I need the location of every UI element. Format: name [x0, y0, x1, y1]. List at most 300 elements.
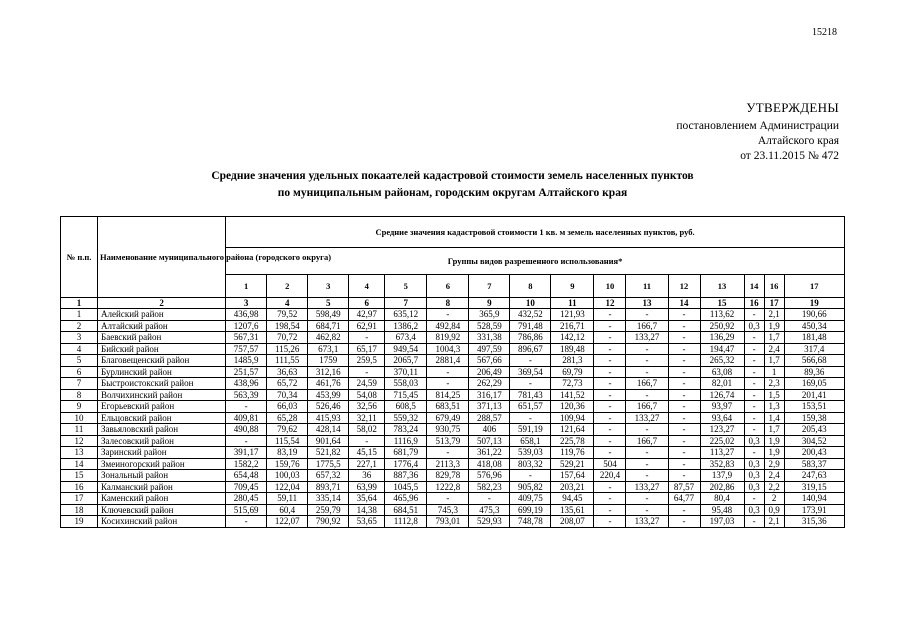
value-cell: - [427, 378, 469, 390]
value-cell: - [668, 470, 700, 482]
value-cell: 205,43 [784, 424, 844, 436]
value-cell: 370,11 [385, 366, 427, 378]
header-row-number: № п.п. [61, 217, 98, 298]
value-cell: 748,78 [510, 516, 551, 528]
value-cell: 115,26 [267, 343, 308, 355]
value-cell: - [594, 493, 626, 505]
value-cell: - [626, 458, 668, 470]
value-cell: - [594, 401, 626, 413]
row-number: 6 [61, 366, 98, 378]
column-number: 15 [700, 298, 744, 309]
value-cell: 109,94 [551, 412, 594, 424]
value-cell: 567,66 [469, 355, 510, 367]
value-cell: 563,39 [226, 389, 267, 401]
column-number: 19 [784, 298, 844, 309]
district-name: Егорьевский район [98, 401, 226, 413]
value-cell: 529,21 [551, 458, 594, 470]
value-cell: - [427, 309, 469, 321]
value-cell: 250,92 [700, 320, 744, 332]
row-number: 19 [61, 516, 98, 528]
group-code: 17 [784, 275, 844, 298]
value-cell: - [626, 504, 668, 516]
value-cell: 566,68 [784, 355, 844, 367]
value-cell: 142,12 [551, 332, 594, 344]
column-number: 14 [668, 298, 700, 309]
value-cell: 335,14 [308, 493, 349, 505]
value-cell: 136,29 [700, 332, 744, 344]
value-cell: 60,4 [267, 504, 308, 516]
value-cell: 814,25 [427, 389, 469, 401]
row-number: 3 [61, 332, 98, 344]
value-cell: 2,3 [764, 378, 784, 390]
row-number: 4 [61, 343, 98, 355]
value-cell: 905,82 [510, 481, 551, 493]
value-cell: 591,19 [510, 424, 551, 436]
value-cell: 80,4 [700, 493, 744, 505]
value-cell: 65,72 [267, 378, 308, 390]
value-cell: 119,76 [551, 447, 594, 459]
value-cell: 896,67 [510, 343, 551, 355]
value-cell: 819,92 [427, 332, 469, 344]
table-row [61, 401, 845, 413]
group-code: 13 [700, 275, 744, 298]
value-cell: 190,66 [784, 309, 844, 321]
district-name: Заринский район [98, 447, 226, 459]
value-cell: - [626, 470, 668, 482]
table-row [61, 424, 845, 436]
district-name: Алтайский район [98, 320, 226, 332]
value-cell: 126,74 [700, 389, 744, 401]
value-cell: 141,52 [551, 389, 594, 401]
district-name: Волчихинский район [98, 389, 226, 401]
value-cell: 197,03 [700, 516, 744, 528]
value-cell: - [668, 309, 700, 321]
value-cell: 583,37 [784, 458, 844, 470]
row-number: 10 [61, 412, 98, 424]
value-cell: - [668, 458, 700, 470]
value-cell: 220,4 [594, 470, 626, 482]
value-cell: 225,02 [700, 435, 744, 447]
value-cell: 201,41 [784, 389, 844, 401]
column-number: 12 [594, 298, 626, 309]
value-cell: 208,07 [551, 516, 594, 528]
district-name: Благовещенский район [98, 355, 226, 367]
value-cell: 2 [764, 493, 784, 505]
value-cell: 54,08 [349, 389, 385, 401]
value-cell: - [744, 378, 764, 390]
approval-line: Алтайского края [757, 135, 839, 147]
row-number: 8 [61, 389, 98, 401]
value-cell: 658,1 [510, 435, 551, 447]
value-cell: 121,93 [551, 309, 594, 321]
value-cell: 893,71 [308, 481, 349, 493]
column-number: 5 [308, 298, 349, 309]
value-cell: 608,5 [385, 401, 427, 413]
value-cell: - [744, 366, 764, 378]
value-cell: - [226, 435, 267, 447]
value-cell: 1,7 [764, 424, 784, 436]
value-cell: - [594, 366, 626, 378]
value-cell: - [349, 366, 385, 378]
approval-line: постановлением Администрации [676, 120, 839, 132]
value-cell: 166,7 [626, 320, 668, 332]
district-name: Быстроистокский район [98, 378, 226, 390]
row-number: 9 [61, 401, 98, 413]
table-row [61, 412, 845, 424]
value-cell: 673,4 [385, 332, 427, 344]
value-cell: - [594, 435, 626, 447]
value-cell: - [594, 343, 626, 355]
value-cell: 111,55 [267, 355, 308, 367]
value-cell: 280,45 [226, 493, 267, 505]
value-cell: 699,19 [510, 504, 551, 516]
value-cell: 432,52 [510, 309, 551, 321]
value-cell: 757,57 [226, 343, 267, 355]
table-row [61, 493, 845, 505]
value-cell: 2881,4 [427, 355, 469, 367]
value-cell: - [594, 355, 626, 367]
value-cell: 315,36 [784, 516, 844, 528]
row-number: 5 [61, 355, 98, 367]
value-cell: 352,83 [700, 458, 744, 470]
value-cell: 654,48 [226, 470, 267, 482]
value-cell: 122,07 [267, 516, 308, 528]
value-cell: 0,3 [744, 320, 764, 332]
value-cell: - [226, 516, 267, 528]
district-name: Калманский район [98, 481, 226, 493]
value-cell: 567,31 [226, 332, 267, 344]
value-cell: 259,5 [349, 355, 385, 367]
value-cell: 901,64 [308, 435, 349, 447]
group-code: 12 [668, 275, 700, 298]
value-cell: 2,2 [764, 481, 784, 493]
value-cell: 2,4 [764, 343, 784, 355]
value-cell: - [594, 516, 626, 528]
value-cell: 803,32 [510, 458, 551, 470]
value-cell: 251,57 [226, 366, 267, 378]
value-cell: 465,96 [385, 493, 427, 505]
value-cell: 247,63 [784, 470, 844, 482]
value-cell: 651,57 [510, 401, 551, 413]
district-name: Баевский район [98, 332, 226, 344]
value-cell: 791,48 [510, 320, 551, 332]
value-cell: 203,21 [551, 481, 594, 493]
value-cell: 123,27 [700, 424, 744, 436]
value-cell: 1 [764, 366, 784, 378]
value-cell: 1,7 [764, 355, 784, 367]
table-row [61, 481, 845, 493]
value-cell: - [668, 424, 700, 436]
column-number: 6 [349, 298, 385, 309]
value-cell: 312,16 [308, 366, 349, 378]
value-cell: 14,38 [349, 504, 385, 516]
value-cell: - [626, 355, 668, 367]
value-cell: 202,86 [700, 481, 744, 493]
group-code: 11 [626, 275, 668, 298]
value-cell: - [668, 435, 700, 447]
value-cell: 436,98 [226, 309, 267, 321]
row-number: 13 [61, 447, 98, 459]
value-cell: 461,76 [308, 378, 349, 390]
value-cell: 1,5 [764, 389, 784, 401]
value-cell: - [594, 481, 626, 493]
table-row [61, 309, 845, 321]
value-cell: 93,64 [700, 412, 744, 424]
value-cell: 793,01 [427, 516, 469, 528]
value-cell: 198,54 [267, 320, 308, 332]
value-cell: 133,27 [626, 332, 668, 344]
value-cell: 657,32 [308, 470, 349, 482]
value-cell: 453,99 [308, 389, 349, 401]
document-title [0, 168, 905, 202]
value-cell: - [626, 447, 668, 459]
value-cell: 66,03 [267, 401, 308, 413]
district-name: Ключевский район [98, 504, 226, 516]
value-cell: 709,45 [226, 481, 267, 493]
table-row [61, 320, 845, 332]
value-cell: 1386,2 [385, 320, 427, 332]
value-cell: 521,82 [308, 447, 349, 459]
value-cell: 331,38 [469, 332, 510, 344]
column-number: 7 [385, 298, 427, 309]
value-cell: - [594, 447, 626, 459]
district-name: Косихинский район [98, 516, 226, 528]
value-cell: 576,96 [469, 470, 510, 482]
column-numbers-row [61, 298, 845, 309]
value-cell: - [510, 412, 551, 424]
value-cell: 166,7 [626, 435, 668, 447]
value-cell: - [469, 493, 510, 505]
value-cell: - [510, 355, 551, 367]
value-cell: 181,48 [784, 332, 844, 344]
group-code: 3 [308, 275, 349, 298]
value-cell: 949,54 [385, 343, 427, 355]
value-cell: - [427, 493, 469, 505]
header-average-values: Средние значения кадастровой стоимости 1 кв. м земель населенных пунктов, руб. [226, 217, 845, 248]
value-cell: 113,62 [700, 309, 744, 321]
value-cell: 504 [594, 458, 626, 470]
value-cell: 113,27 [700, 447, 744, 459]
value-cell: 1,9 [764, 447, 784, 459]
value-cell: 87,57 [668, 481, 700, 493]
value-cell: 42,97 [349, 309, 385, 321]
value-cell: 2,1 [764, 309, 784, 321]
value-cell: - [594, 412, 626, 424]
value-cell: 684,71 [308, 320, 349, 332]
value-cell: 635,12 [385, 309, 427, 321]
value-cell: 79,62 [267, 424, 308, 436]
table-row [61, 470, 845, 482]
value-cell: 428,14 [308, 424, 349, 436]
value-cell: - [744, 343, 764, 355]
row-number: 15 [61, 470, 98, 482]
value-cell: - [349, 332, 385, 344]
value-cell: 133,27 [626, 481, 668, 493]
value-cell: - [594, 389, 626, 401]
row-number: 14 [61, 458, 98, 470]
value-cell: 58,02 [349, 424, 385, 436]
value-cell: 1582,2 [226, 458, 267, 470]
column-number: 9 [469, 298, 510, 309]
table-row [61, 355, 845, 367]
value-cell: 1759 [308, 355, 349, 367]
value-cell: 120,36 [551, 401, 594, 413]
value-cell: 115,54 [267, 435, 308, 447]
value-cell: - [744, 424, 764, 436]
row-number: 18 [61, 504, 98, 516]
value-cell: 1004,3 [427, 343, 469, 355]
value-cell: - [626, 309, 668, 321]
value-cell: 681,79 [385, 447, 427, 459]
value-cell: 1,3 [764, 401, 784, 413]
column-number: 17 [764, 298, 784, 309]
value-cell: 462,82 [308, 332, 349, 344]
value-cell: 159,76 [267, 458, 308, 470]
header-usage-groups: Группы видов разрешенного использования* [226, 248, 845, 275]
value-cell: 59,11 [267, 493, 308, 505]
value-cell: - [668, 389, 700, 401]
value-cell: - [626, 343, 668, 355]
value-cell: 169,05 [784, 378, 844, 390]
row-number: 17 [61, 493, 98, 505]
value-cell: - [668, 401, 700, 413]
value-cell: - [744, 412, 764, 424]
group-code: 16 [764, 275, 784, 298]
value-cell: 24,59 [349, 378, 385, 390]
value-cell: 82,01 [700, 378, 744, 390]
value-cell: 529,93 [469, 516, 510, 528]
value-cell: 62,91 [349, 320, 385, 332]
value-cell: 135,61 [551, 504, 594, 516]
value-cell: 679,49 [427, 412, 469, 424]
value-cell: 786,86 [510, 332, 551, 344]
group-code: 4 [349, 275, 385, 298]
value-cell: 194,47 [700, 343, 744, 355]
value-cell: 1,9 [764, 435, 784, 447]
value-cell: 1222,8 [427, 481, 469, 493]
value-cell: 0,3 [744, 481, 764, 493]
value-cell: 2,4 [764, 470, 784, 482]
title-line: Средние значения удельных покаателей кадастровой стоимости земель населенных пунктов [211, 170, 694, 182]
row-number: 2 [61, 320, 98, 332]
value-cell: - [744, 493, 764, 505]
group-code: 2 [267, 275, 308, 298]
value-cell: 79,52 [267, 309, 308, 321]
table-row [61, 516, 845, 528]
value-cell: 409,75 [510, 493, 551, 505]
value-cell: 166,7 [626, 378, 668, 390]
value-cell: 490,88 [226, 424, 267, 436]
value-cell: 2,1 [764, 516, 784, 528]
column-number: 16 [744, 298, 764, 309]
value-cell: 2,9 [764, 458, 784, 470]
value-cell: - [510, 378, 551, 390]
value-cell: - [668, 447, 700, 459]
value-cell: 65,28 [267, 412, 308, 424]
value-cell: 1776,4 [385, 458, 427, 470]
value-cell: - [594, 424, 626, 436]
value-cell: 189,48 [551, 343, 594, 355]
value-cell: 371,13 [469, 401, 510, 413]
group-code: 7 [469, 275, 510, 298]
value-cell: 683,51 [427, 401, 469, 413]
value-cell: 121,64 [551, 424, 594, 436]
value-cell: 1116,9 [385, 435, 427, 447]
value-cell: 262,29 [469, 378, 510, 390]
value-cell: 94,45 [551, 493, 594, 505]
value-cell: 887,36 [385, 470, 427, 482]
district-name: Зональный район [98, 470, 226, 482]
value-cell: - [744, 355, 764, 367]
value-cell: - [668, 412, 700, 424]
district-name: Змеиногорский район [98, 458, 226, 470]
value-cell: 35,64 [349, 493, 385, 505]
value-cell: 684,51 [385, 504, 427, 516]
value-cell: - [668, 355, 700, 367]
value-cell: 475,3 [469, 504, 510, 516]
value-cell: - [668, 320, 700, 332]
value-cell: 391,17 [226, 447, 267, 459]
value-cell: 83,19 [267, 447, 308, 459]
value-cell: - [594, 504, 626, 516]
value-cell: 450,34 [784, 320, 844, 332]
district-name: Залесовский район [98, 435, 226, 447]
value-cell: - [349, 435, 385, 447]
group-code: 14 [744, 275, 764, 298]
value-cell: 63,08 [700, 366, 744, 378]
approval-stamp [676, 100, 839, 164]
value-cell: 515,69 [226, 504, 267, 516]
value-cell: 122,04 [267, 481, 308, 493]
value-cell: 790,92 [308, 516, 349, 528]
cadastral-value-table [60, 216, 845, 528]
value-cell: - [668, 504, 700, 516]
value-cell: 558,03 [385, 378, 427, 390]
group-code: 10 [594, 275, 626, 298]
value-cell: 598,49 [308, 309, 349, 321]
value-cell: 0,3 [744, 458, 764, 470]
value-cell: 36,63 [267, 366, 308, 378]
value-cell: 673,1 [308, 343, 349, 355]
value-cell: 200,43 [784, 447, 844, 459]
value-cell: - [668, 378, 700, 390]
value-cell: 1045,5 [385, 481, 427, 493]
value-cell: 53,65 [349, 516, 385, 528]
value-cell: 513,79 [427, 435, 469, 447]
value-cell: - [594, 320, 626, 332]
value-cell: - [626, 389, 668, 401]
value-cell: - [668, 366, 700, 378]
value-cell: - [510, 470, 551, 482]
value-cell: 157,64 [551, 470, 594, 482]
table-row [61, 378, 845, 390]
value-cell: 140,94 [784, 493, 844, 505]
header-district-name: Наименование муниципального района (городского округа) [98, 217, 226, 298]
value-cell: 783,24 [385, 424, 427, 436]
value-cell: - [744, 332, 764, 344]
value-cell: 316,17 [469, 389, 510, 401]
value-cell: 539,03 [510, 447, 551, 459]
table-row [61, 504, 845, 516]
value-cell: 173,91 [784, 504, 844, 516]
title-line: по муниципальным районам, городским округам Алтайского края [277, 187, 628, 199]
value-cell: - [594, 332, 626, 344]
column-number: 11 [551, 298, 594, 309]
value-cell: - [594, 309, 626, 321]
value-cell: 63,99 [349, 481, 385, 493]
row-number: 1 [61, 309, 98, 321]
table-row [61, 332, 845, 344]
